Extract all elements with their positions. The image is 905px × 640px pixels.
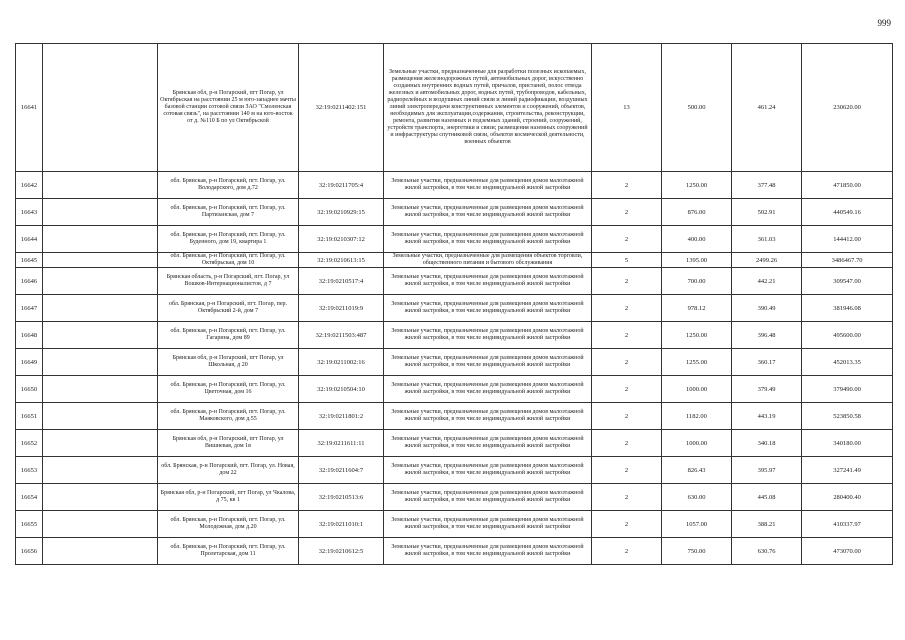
land-use-cell: Земельные участки, предназначенные для размещения домов малоэтажной жилой застройки, в том числе индивидуальной жилой застройки — [384, 403, 592, 430]
address-cell: обл. Брянская, р-н Погарский, пгт. Погар, ул. Пролетарская, дом 11 — [158, 538, 299, 565]
empty-cell — [43, 403, 158, 430]
table-row — [16, 295, 893, 322]
row-number: 16651 — [16, 403, 43, 430]
specific-value-cell: 443.19 — [732, 403, 802, 430]
area-cell: 630.00 — [662, 484, 732, 511]
address-cell: Брянская обл, р-н Погарский, пгт Погар, ул Школьная, д 20 — [158, 349, 299, 376]
use-code-cell: 2 — [592, 538, 662, 565]
use-code-cell: 2 — [592, 295, 662, 322]
cadastral-value-cell: 440549.16 — [802, 199, 893, 226]
area-cell: 1395.00 — [662, 253, 732, 268]
land-use-cell: Земельные участки, предназначенные для размещения домов малоэтажной жилой застройки, в том числе индивидуальной жилой застройки — [384, 538, 592, 565]
specific-value-cell: 377.48 — [732, 172, 802, 199]
area-cell: 1250.00 — [662, 322, 732, 349]
cadastral-value-cell: 410337.97 — [802, 511, 893, 538]
cadastral-number-cell: 32:19:0211002:16 — [299, 349, 384, 376]
use-code-cell: 2 — [592, 430, 662, 457]
area-cell: 1000.00 — [662, 430, 732, 457]
empty-cell — [43, 376, 158, 403]
use-code-cell: 2 — [592, 376, 662, 403]
use-code-cell: 2 — [592, 268, 662, 295]
table-row — [16, 403, 893, 430]
cadastral-number-cell: 32:19:0210504:10 — [299, 376, 384, 403]
cadastral-value-cell: 340180.00 — [802, 430, 893, 457]
land-use-cell: Земельные участки, предназначенные для размещения домов малоэтажной жилой застройки, в том числе индивидуальной жилой застройки — [384, 376, 592, 403]
cadastral-number-cell: 32:19:0211402:151 — [299, 44, 384, 172]
cadastral-value-cell: 523850.58 — [802, 403, 893, 430]
table-row — [16, 457, 893, 484]
cadastral-number-cell: 32:19:0211705:4 — [299, 172, 384, 199]
row-number: 16647 — [16, 295, 43, 322]
use-code-cell: 5 — [592, 253, 662, 268]
empty-cell — [43, 538, 158, 565]
table-row — [16, 199, 893, 226]
land-use-cell: Земельные участки, предназначенные для размещения домов малоэтажной жилой застройки, в том числе индивидуальной жилой застройки — [384, 511, 592, 538]
address-cell: Брянская обл, р-н Погарский, пгт Погар, ул Вишневая, дом 1в — [158, 430, 299, 457]
table-row — [16, 322, 893, 349]
row-number: 16654 — [16, 484, 43, 511]
use-code-cell: 2 — [592, 172, 662, 199]
land-use-cell: Земельные участки, предназначенные для размещения домов малоэтажной жилой застройки, в том числе индивидуальной жилой застройки — [384, 226, 592, 253]
specific-value-cell: 379.49 — [732, 376, 802, 403]
use-code-cell: 2 — [592, 199, 662, 226]
cadastral-value-cell: 381946.08 — [802, 295, 893, 322]
use-code-cell: 2 — [592, 226, 662, 253]
cadastral-number-cell: 32:19:0211503:487 — [299, 322, 384, 349]
cadastral-number-cell: 32:19:0210929:15 — [299, 199, 384, 226]
cadastral-value-cell: 495600.00 — [802, 322, 893, 349]
specific-value-cell: 396.48 — [732, 322, 802, 349]
empty-cell — [43, 322, 158, 349]
cadastral-value-table — [15, 43, 893, 565]
table-body — [16, 44, 893, 565]
use-code-cell: 13 — [592, 44, 662, 172]
table-row — [16, 376, 893, 403]
area-cell: 1057.00 — [662, 511, 732, 538]
specific-value-cell: 461.24 — [732, 44, 802, 172]
row-number: 16650 — [16, 376, 43, 403]
empty-cell — [43, 199, 158, 226]
table-row — [16, 511, 893, 538]
use-code-cell: 2 — [592, 322, 662, 349]
table-row — [16, 538, 893, 565]
specific-value-cell: 390.49 — [732, 295, 802, 322]
table-row — [16, 430, 893, 457]
cadastral-value-cell: 309547.00 — [802, 268, 893, 295]
area-cell: 978.12 — [662, 295, 732, 322]
row-number: 16645 — [16, 253, 43, 268]
specific-value-cell: 445.08 — [732, 484, 802, 511]
specific-value-cell: 361.03 — [732, 226, 802, 253]
area-cell: 400.00 — [662, 226, 732, 253]
empty-cell — [43, 295, 158, 322]
address-cell: обл. Брянская, р-н Погарский, пгт. Погар, ул. Гагарина, дом 89 — [158, 322, 299, 349]
empty-cell — [43, 44, 158, 172]
land-use-cell: Земельные участки, предназначенные для размещения домов малоэтажной жилой застройки, в том числе индивидуальной жилой застройки — [384, 322, 592, 349]
area-cell: 1255.00 — [662, 349, 732, 376]
cadastral-number-cell: 32:19:0210517:4 — [299, 268, 384, 295]
empty-cell — [43, 430, 158, 457]
table-row — [16, 226, 893, 253]
cadastral-value-cell: 230620.00 — [802, 44, 893, 172]
row-number: 16655 — [16, 511, 43, 538]
specific-value-cell: 2499.26 — [732, 253, 802, 268]
cadastral-value-cell: 327241.49 — [802, 457, 893, 484]
area-cell: 1182.00 — [662, 403, 732, 430]
empty-cell — [43, 253, 158, 268]
empty-cell — [43, 268, 158, 295]
use-code-cell: 2 — [592, 349, 662, 376]
table-row — [16, 268, 893, 295]
table-row — [16, 172, 893, 199]
cadastral-number-cell: 32:19:0211611:11 — [299, 430, 384, 457]
table-row — [16, 484, 893, 511]
cadastral-number-cell: 32:19:0211019:9 — [299, 295, 384, 322]
row-number: 16644 — [16, 226, 43, 253]
use-code-cell: 2 — [592, 484, 662, 511]
area-cell: 1000.00 — [662, 376, 732, 403]
cadastral-number-cell: 32:19:0211604:7 — [299, 457, 384, 484]
row-number: 16653 — [16, 457, 43, 484]
row-number: 16642 — [16, 172, 43, 199]
specific-value-cell: 360.17 — [732, 349, 802, 376]
empty-cell — [43, 457, 158, 484]
empty-cell — [43, 484, 158, 511]
cadastral-value-cell: 471850.00 — [802, 172, 893, 199]
area-cell: 876.00 — [662, 199, 732, 226]
empty-cell — [43, 349, 158, 376]
land-use-cell: Земельные участки, предназначенные для размещения домов малоэтажной жилой застройки, в том числе индивидуальной жилой застройки — [384, 457, 592, 484]
address-cell: Брянская обл, р-н Погарский, пгт Погар, ул Чкалова, д 75, кв 1 — [158, 484, 299, 511]
address-cell: обл. Брянская, р-н Погарский, пгт. Погар, ул. Новая, дом 22 — [158, 457, 299, 484]
cadastral-value-cell: 379490.00 — [802, 376, 893, 403]
cadastral-value-cell: 452013.35 — [802, 349, 893, 376]
specific-value-cell: 340.18 — [732, 430, 802, 457]
cadastral-number-cell: 32:19:0210307:12 — [299, 226, 384, 253]
area-cell: 700.00 — [662, 268, 732, 295]
row-number: 16652 — [16, 430, 43, 457]
address-cell: обл. Брянская, р-н Погарский, пгт. Погар, ул. Маяковского, дом д.55 — [158, 403, 299, 430]
cadastral-number-cell: 32:19:0210613:15 — [299, 253, 384, 268]
row-number: 16643 — [16, 199, 43, 226]
area-cell: 1250.00 — [662, 172, 732, 199]
address-cell: Брянская область, р-н Погарский, пгт. Погар, ул Вошков-Интернационалистов, д 7 — [158, 268, 299, 295]
page-number: 999 — [877, 18, 891, 28]
land-use-cell: Земельные участки, предназначенные для размещения домов малоэтажной жилой застройки, в том числе индивидуальной жилой застройки — [384, 295, 592, 322]
land-use-cell: Земельные участки, предназначенные для размещения домов малоэтажной жилой застройки, в том числе индивидуальной жилой застройки — [384, 349, 592, 376]
specific-value-cell: 388.21 — [732, 511, 802, 538]
cadastral-number-cell: 32:19:0210612:5 — [299, 538, 384, 565]
land-use-cell: Земельные участки, предназначенные для размещения домов малоэтажной жилой застройки, в том числе индивидуальной жилой застройки — [384, 268, 592, 295]
cadastral-number-cell: 32:19:0211010:1 — [299, 511, 384, 538]
specific-value-cell: 502.91 — [732, 199, 802, 226]
land-use-cell: Земельные участки, предназначенные для разработки полезных ископаемых, размещения железнодорожных путей, автомобильных дорог, искусственно созданных внутренних водных путей, причалов, пристаней, полос отвода железных и автомобильных дорог, водных путей, трубопроводов, кабельных, радиорелейных и воздушных линий связи и линий радиофикации, воздушных линий электропередачи конструктивных элементов и сооружений, объектов, необходимых для эксплуатации,содержания, строительства, реконструкции, ремонта, развития наземных и подземных зданий, строений, сооружений, устройств транспорта, энергетики и связи; размещения наземных сооружений и инфраструктуры спутниковой связи, объектов космической деятельности, военных объектов — [384, 44, 592, 172]
use-code-cell: 2 — [592, 511, 662, 538]
land-use-cell: Земельные участки, предназначенные для размещения объектов торговли, общественного питания и бытового обслуживания — [384, 253, 592, 268]
cadastral-value-cell: 3486467.70 — [802, 253, 893, 268]
cadastral-value-cell: 144412.00 — [802, 226, 893, 253]
area-cell: 500.00 — [662, 44, 732, 172]
row-number: 16641 — [16, 44, 43, 172]
cadastral-number-cell: 32:19:0210513:6 — [299, 484, 384, 511]
row-number: 16646 — [16, 268, 43, 295]
row-number: 16648 — [16, 322, 43, 349]
address-cell: обл. Брянская, р-н Погарский, пгт. Погар, ул. Буденного, дом 19, квартира 1 — [158, 226, 299, 253]
specific-value-cell: 395.97 — [732, 457, 802, 484]
table-row — [16, 44, 893, 172]
address-cell: обл. Брянская, р-н Погарский, пгт. Погар, ул. Володарского, дом д.72 — [158, 172, 299, 199]
land-use-cell: Земельные участки, предназначенные для размещения домов малоэтажной жилой застройки, в том числе индивидуальной жилой застройки — [384, 430, 592, 457]
cadastral-value-cell: 280400.40 — [802, 484, 893, 511]
address-cell: Брянская обл, р-н Погарский, пгт Погар, ул Октябрьская на расстоянии 25 м юго-западнее мачты базовой станции сотовой связи ЗАО "Смоленская сотовая связь", на расстоянии 140 м на юго-восток от д. №110 Б по ул Октябрьской — [158, 44, 299, 172]
use-code-cell: 2 — [592, 457, 662, 484]
land-use-cell: Земельные участки, предназначенные для размещения домов малоэтажной жилой застройки, в том числе индивидуальной жилой застройки — [384, 199, 592, 226]
land-use-cell: Земельные участки, предназначенные для размещения домов малоэтажной жилой застройки, в том числе индивидуальной жилой застройки — [384, 484, 592, 511]
cadastral-number-cell: 32:19:0211801:2 — [299, 403, 384, 430]
table-row — [16, 349, 893, 376]
empty-cell — [43, 511, 158, 538]
address-cell: обл. Брянская, р-н Погарский, пгт. Погар, пер. Октябрьский 2-й, дом 7 — [158, 295, 299, 322]
land-use-cell: Земельные участки, предназначенные для размещения домов малоэтажной жилой застройки, в том числе индивидуальной жилой застройки — [384, 172, 592, 199]
area-cell: 826.43 — [662, 457, 732, 484]
row-number: 16649 — [16, 349, 43, 376]
area-cell: 750.00 — [662, 538, 732, 565]
row-number: 16656 — [16, 538, 43, 565]
address-cell: обл. Брянская, р-н Погарский, пгт. Погар, ул. Цветочная, дом 16 — [158, 376, 299, 403]
use-code-cell: 2 — [592, 403, 662, 430]
specific-value-cell: 442.21 — [732, 268, 802, 295]
cadastral-value-cell: 473070.00 — [802, 538, 893, 565]
specific-value-cell: 630.76 — [732, 538, 802, 565]
empty-cell — [43, 172, 158, 199]
address-cell: обл. Брянская, р-н Погарский, пгт. Погар, ул. Молодежная, дом д.20 — [158, 511, 299, 538]
table-row — [16, 253, 893, 268]
empty-cell — [43, 226, 158, 253]
address-cell: обл. Брянская, р-н Погарский, пгт. Погар, ул. Октябрьская, дом 10 — [158, 253, 299, 268]
address-cell: обл. Брянская, р-н Погарский, пгт. Погар, ул. Партизанская, дом 7 — [158, 199, 299, 226]
